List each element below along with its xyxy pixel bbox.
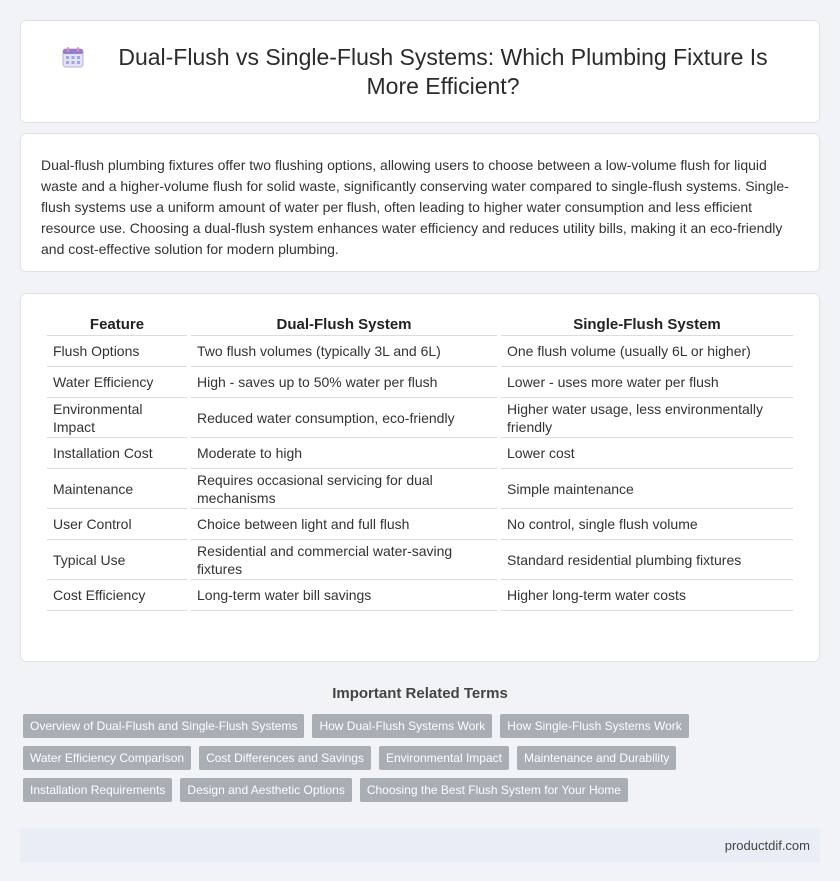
intro-paragraph: Dual-flush plumbing fixtures offer two flushing options, allowing users to choose between a low-volume flush for liquid waste and a higher-volume flush for solid waste, significantly conserving water compared to single-flush systems. Single-flush systems use a uniform amount of water per flush, often leading to higher water consumption and less efficient resource use. Choosing a dual-flush system enhances water efficiency and reduces utility bills, making it an eco-friendly and cost-effective solution for modern plumbing.: [41, 157, 789, 257]
table-header-row: [47, 312, 793, 336]
cell-single: Lower - uses more water per flush: [501, 367, 793, 398]
cell-single: Higher water usage, less environmentally friendly: [501, 398, 793, 438]
table-row: [47, 540, 793, 580]
tag-environmental-impact[interactable]: Environmental Impact: [379, 746, 509, 770]
footer: [20, 828, 820, 862]
header-single-flush: Single-Flush System: [501, 312, 793, 336]
cell-dual: Two flush volumes (typically 3L and 6L): [191, 336, 497, 367]
cell-feature: Installation Cost: [47, 438, 187, 469]
cell-dual: High - saves up to 50% water per flush: [191, 367, 497, 398]
table-row: [47, 438, 793, 469]
related-terms-title: Important Related Terms: [332, 685, 508, 702]
cell-single: Higher long-term water costs: [501, 580, 793, 611]
tag-choosing-best[interactable]: Choosing the Best Flush System for Your Home: [360, 778, 628, 802]
cell-dual: Choice between light and full flush: [191, 509, 497, 540]
cell-feature: Environmental Impact: [47, 398, 187, 438]
tag-overview[interactable]: Overview of Dual-Flush and Single-Flush Systems: [23, 714, 304, 738]
table-row: [47, 509, 793, 540]
footer-site[interactable]: productdif.com: [724, 837, 810, 853]
cell-dual: Long-term water bill savings: [191, 580, 497, 611]
table-row: [47, 367, 793, 398]
header-card: [20, 20, 820, 123]
cell-single: Standard residential plumbing fixtures: [501, 540, 793, 580]
intro-card: [20, 133, 820, 272]
cell-single: No control, single flush volume: [501, 509, 793, 540]
tag-maintenance-durability[interactable]: Maintenance and Durability: [517, 746, 676, 770]
cell-feature: Flush Options: [47, 336, 187, 367]
cell-single: Simple maintenance: [501, 469, 793, 509]
cell-feature: Maintenance: [47, 469, 187, 509]
page-title: Dual-Flush vs Single-Flush Systems: Which Plumbing Fixture Is More Efficient?: [118, 43, 768, 99]
header-dual-flush: Dual-Flush System: [191, 312, 497, 336]
table-row: [47, 398, 793, 438]
tag-cost-differences[interactable]: Cost Differences and Savings: [199, 746, 371, 770]
title-wrap: [61, 43, 779, 101]
cell-feature: User Control: [47, 509, 187, 540]
cell-feature: Typical Use: [47, 540, 187, 580]
tag-how-dual-works[interactable]: How Dual-Flush Systems Work: [312, 714, 492, 738]
cell-dual: Requires occasional servicing for dual mechanisms: [191, 469, 497, 509]
cell-feature: Cost Efficiency: [47, 580, 187, 611]
cell-dual: Moderate to high: [191, 438, 497, 469]
cell-dual: Reduced water consumption, eco-friendly: [191, 398, 497, 438]
table-row: [47, 469, 793, 509]
table-row: [47, 336, 793, 367]
tag-design-options[interactable]: Design and Aesthetic Options: [180, 778, 351, 802]
tag-how-single-works[interactable]: How Single-Flush Systems Work: [500, 714, 689, 738]
cell-single: One flush volume (usually 6L or higher): [501, 336, 793, 367]
tag-installation-requirements[interactable]: Installation Requirements: [23, 778, 172, 802]
related-terms-tags: [23, 714, 820, 810]
tag-water-efficiency[interactable]: Water Efficiency Comparison: [23, 746, 191, 770]
comparison-table: [43, 312, 797, 611]
cell-dual: Residential and commercial water-saving fixtures: [191, 540, 497, 580]
header-feature: Feature: [47, 312, 187, 336]
cell-single: Lower cost: [501, 438, 793, 469]
calendar-icon: [61, 45, 85, 69]
cell-feature: Water Efficiency: [47, 367, 187, 398]
comparison-table-card: [20, 293, 820, 662]
table-row: [47, 580, 793, 611]
